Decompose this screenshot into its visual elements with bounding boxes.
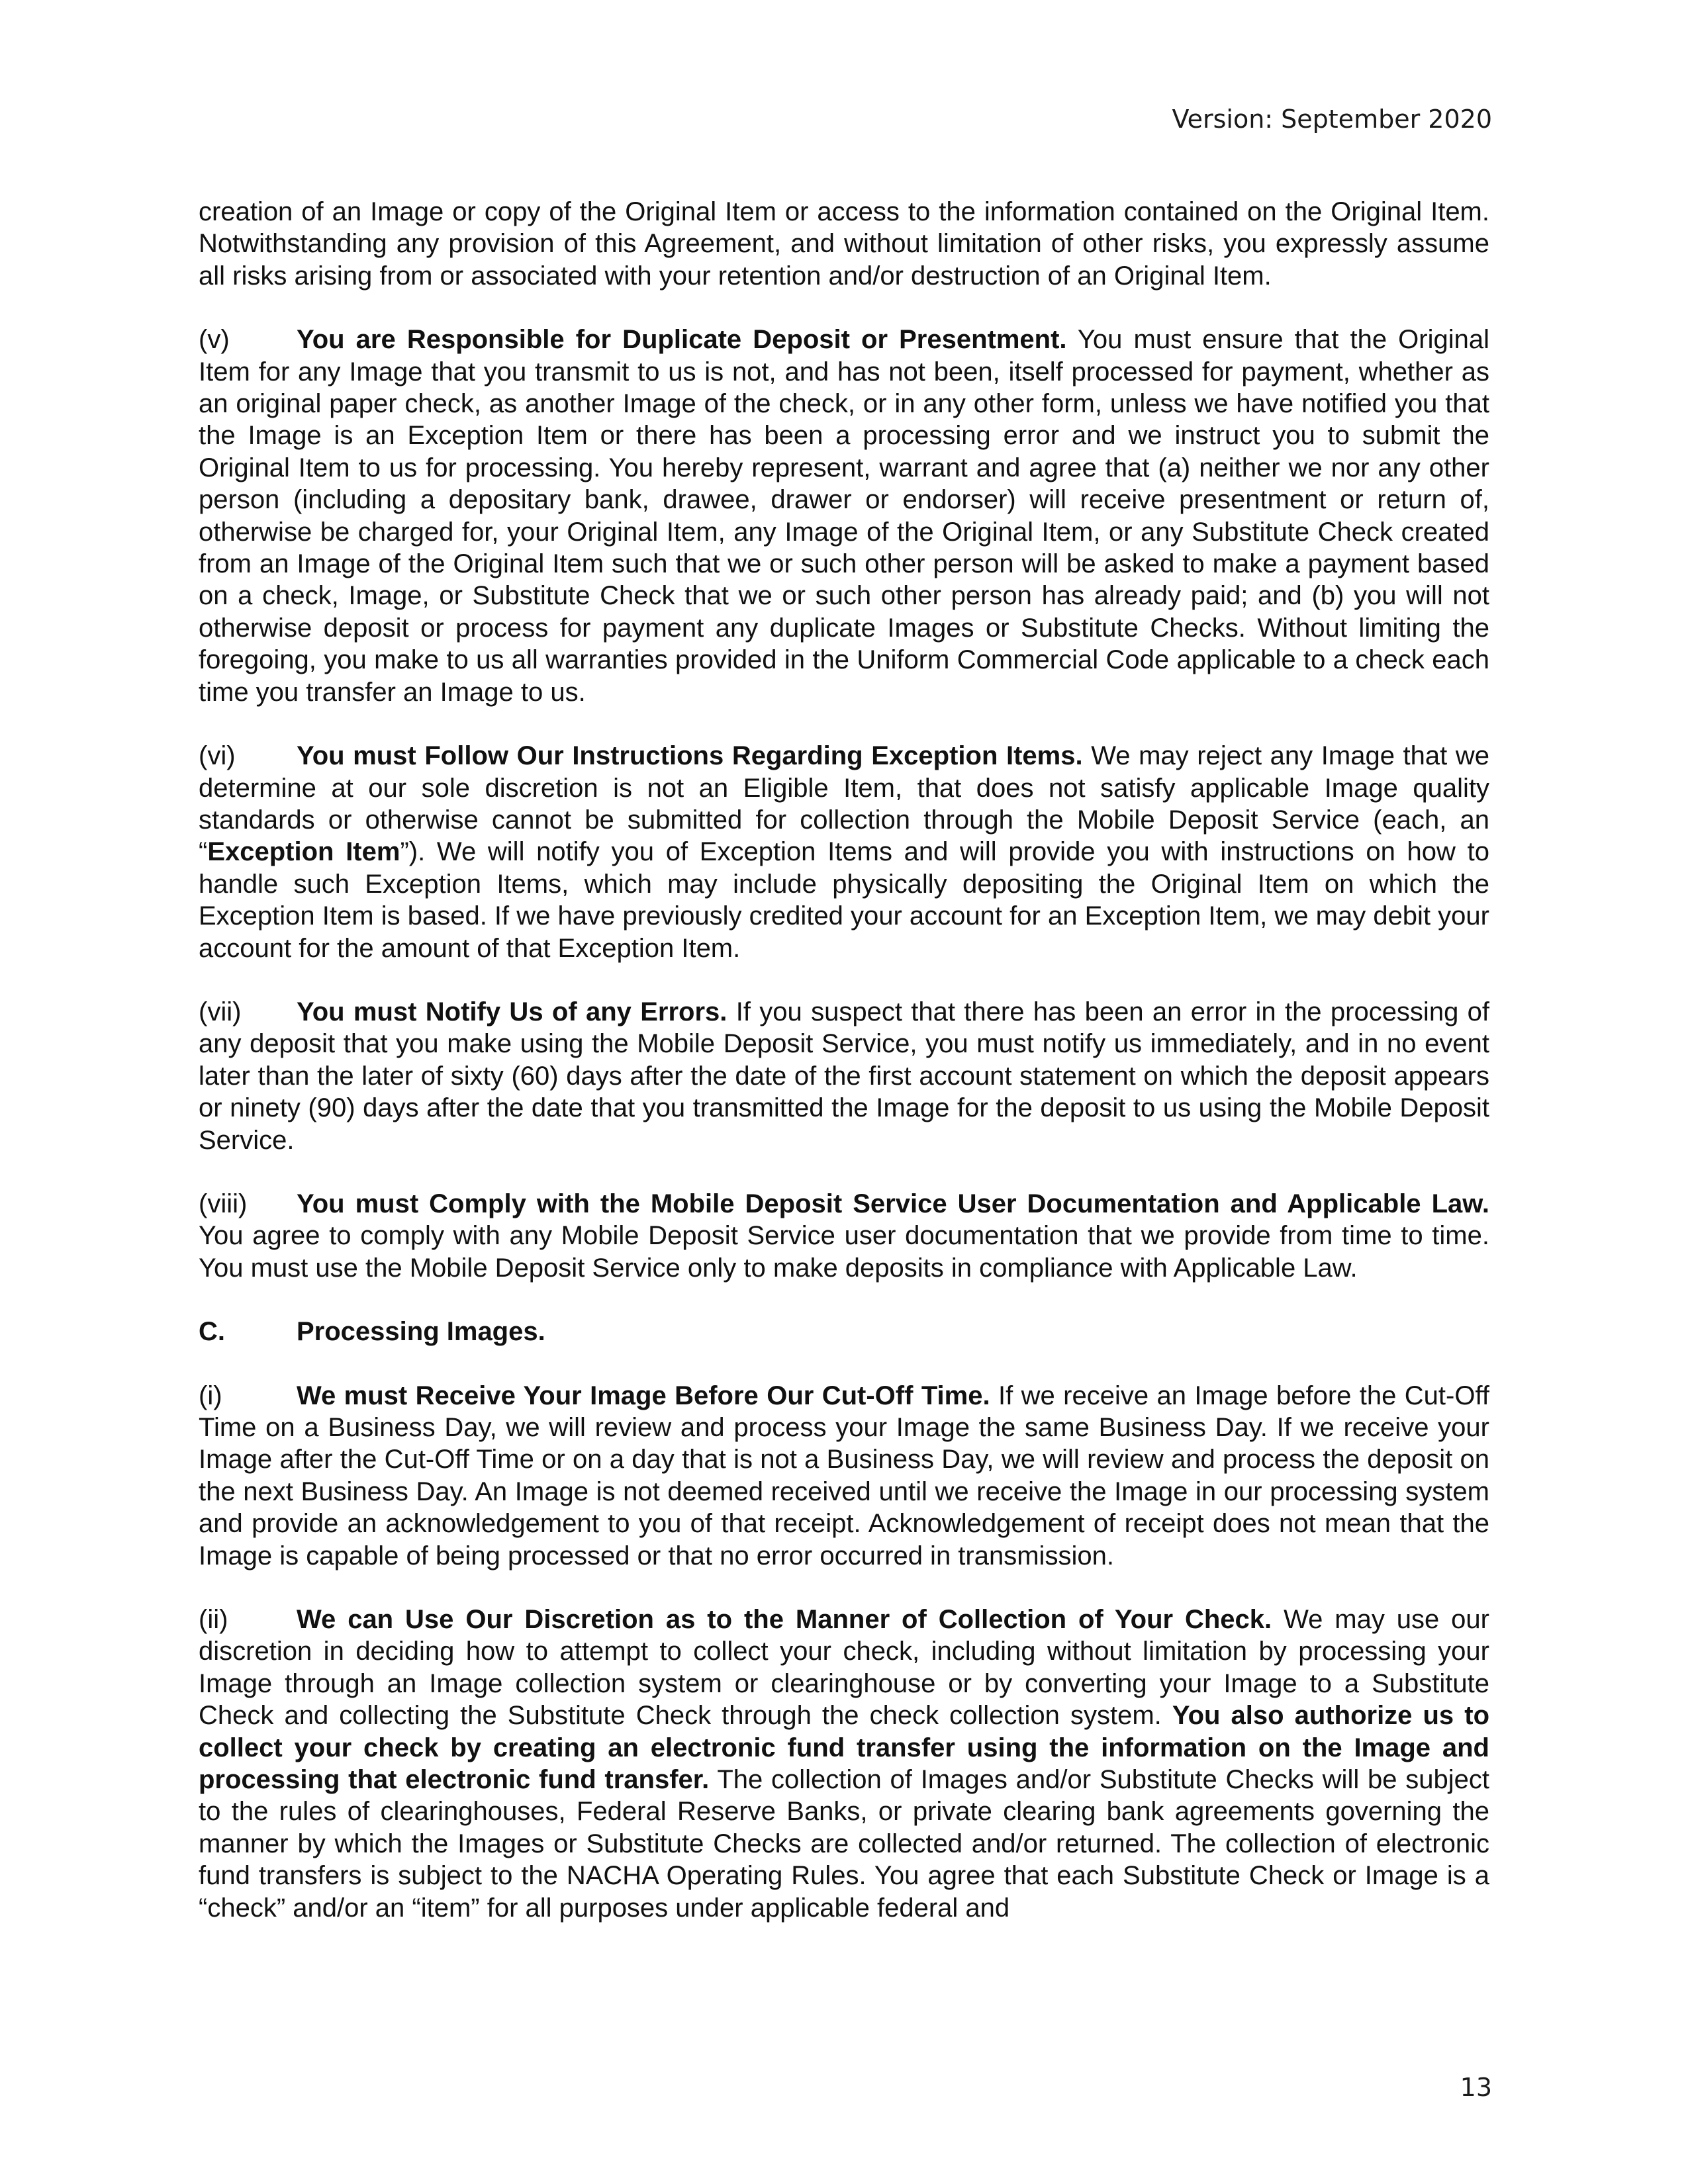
defined-term: Exception Item [207,837,400,867]
clause-c-ii [199,1604,1489,1924]
clause-text: If you suspect that there has been an error in the processing of any deposit that you make using the Mobile Deposit Service, you must notify us immediately, and in no event later than the later of sixty (60) days after the date of the first account statement on which the deposit appears or ninety (90) days after the date that you transmitted the Image for the deposit to us using the Mobile Deposit Service. [199,997,1489,1155]
clause-heading: You must Notify Us of any Errors. [297,997,727,1026]
clause-vii [199,996,1489,1156]
clause-text: If we receive an Image before the Cut-Off Time on a Business Day, we will review and process your Image the same Business Day. If we receive your Image after the Cut-Off Time or on a day that is not a Business Day, we will review and process the deposit on the next Business Day. An Image is not deemed received until we receive the Image in our processing system and provide an acknowledgement to you of that receipt. Acknowledgement of receipt does not mean that the Image is capable of being processed or that no error occurred in transmission. [199,1381,1489,1570]
clause-number: (vii) [199,997,242,1026]
clause-text: We may use our discretion in deciding how to attempt to collect your check, including without limitation by processing your Image through an Image collection system or clearinghouse or by converting your Image to a Substitute Check and collecting the Substitute Check through the check collection system. [199,1605,1489,1731]
clause-viii [199,1188,1489,1284]
clause-v [199,324,1489,708]
clause-number: (viii) [199,1189,248,1218]
clause-bold-authorization: You also authorize us to collect your check by creating an electronic fund transfer using the information on the Image and processing that electronic fund transfer. [199,1701,1490,1795]
clause-vi [199,740,1489,964]
clause-text-continued: The collection of Images and/or Substitute Checks will be subject to the rules of clearinghouses, Federal Reserve Banks, or private clearing bank agreements governing the manner by which the Images or Substitute Checks are collected and/or returned. The collection of electronic fund transfers is subject to the NACHA Operating Rules. You agree that each Substitute Check or Image is a “check” and/or an “item” for all purposes under applicable federal and [199,1765,1489,1923]
clause-text-continued: ”). We will notify you of Exception Items and will provide you with instructions on how to handle such Exception Items, which may include physically depositing the Original Item on which the Exception Item is based. If we have previously credited your account for an Exception Item, we may debit your account for the amount of that Exception Item. [199,837,1489,963]
paragraph-continuation [199,196,1489,292]
clause-heading: We can Use Our Discretion as to the Manner of Collection of Your Check. [297,1605,1272,1635]
clause-number: (ii) [199,1605,228,1635]
clause-text: You agree to comply with any Mobile Deposit Service user documentation that we provide from time to time. You must use the Mobile Deposit Service only to make deposits in compliance with Applicable Law. [199,1221,1489,1283]
document-body [199,196,1489,1924]
page-number: 13 [1460,2073,1492,2102]
clause-heading: You must Comply with the Mobile Deposit Service User Documentation and Applicable Law. [297,1189,1489,1218]
clause-heading: We must Receive Your Image Before Our Cut-Off Time. [297,1381,990,1410]
clause-number: (v) [199,325,230,355]
clause-text: You must ensure that the Original Item for any Image that you transmit to us is not, and has not been, itself processed for payment, whether as an original paper check, as another Image of the check, or in any other form, unless we have notified you that the Image is an Exception Item or there has been a processing error and we instruct you to submit the Original Item to us for processing. You hereby represent, warrant and agree that (a) neither we nor any other person (including a depositary bank, drawee, drawer or endorser) will receive presentment or return of, otherwise be charged for, your Original Item, any Image of the Original Item, or any Substitute Check created from an Image of the Original Item such that we or such other person will be asked to make a payment based on a check, Image, or Substitute Check that we or such other person has already paid; and (b) you will not otherwise deposit or process for payment any duplicate Images or Substitute Checks. Without limiting the foregoing, you make to us all warranties provided in the Uniform Commercial Code applicable to a check each time you transfer an Image to us. [199,325,1489,707]
clause-number: (vi) [199,741,236,771]
clause-number: (i) [199,1381,222,1410]
paragraph-text: creation of an Image or copy of the Original Item or access to the information contained on the Original Item. Notwithstanding any provision of this Agreement, and without limitation of other risks, you expressly assume all risks arising from or associated with your retention and/or destruction of an Original Item. [199,197,1489,291]
clause-heading: You must Follow Our Instructions Regarding Exception Items. [297,741,1083,771]
clause-text: We may reject any Image that we determine at our sole discretion is not an Eligible Item, that does not satisfy applicable Image quality standards or otherwise cannot be submitted for collection through the Mobile Deposit Service (each, an “ [199,741,1489,867]
section-number: C. [199,1317,225,1347]
clause-c-i [199,1380,1489,1572]
section-title: Processing Images. [297,1317,545,1347]
section-c-heading [199,1316,1489,1347]
version-header: Version: September 2020 [1172,105,1492,134]
clause-heading: You are Responsible for Duplicate Deposit or Presentment. [297,325,1067,355]
